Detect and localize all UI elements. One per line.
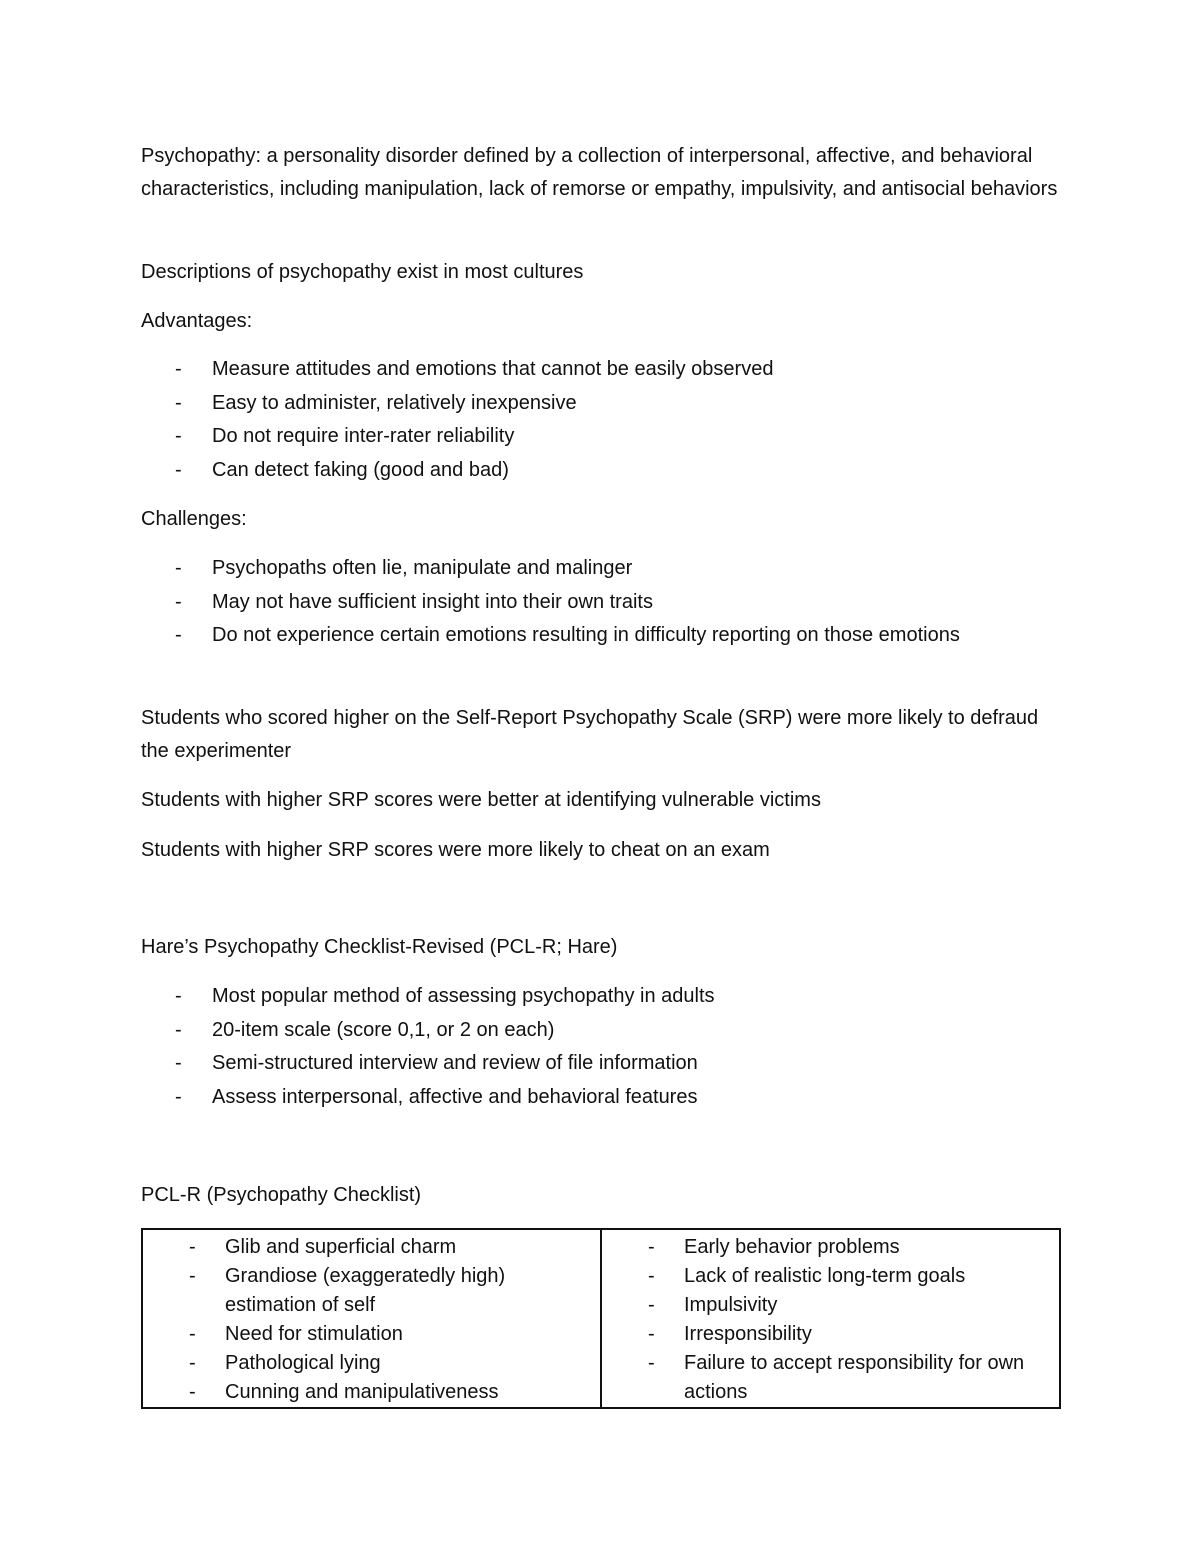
definition-paragraph: Psychopathy: a personality disorder defined by a collection of interpersonal, affective, and behavioral characteristics, including manipulation, lack of remorse or empathy, impulsivity, and antisocial behaviors: [141, 145, 1058, 200]
list-item: - Grandiose (exaggeratedly high) estimation of self: [143, 1262, 600, 1320]
dash-bullet: -: [648, 1294, 655, 1316]
list-item: - Lack of realistic long-term goals: [602, 1262, 1059, 1291]
challenges-list: [141, 552, 991, 653]
dash-bullet: -: [175, 624, 182, 646]
pclr-heading: Hare’s Psychopathy Checklist-Revised (PCL-R; Hare): [141, 936, 618, 958]
list-item: - Need for stimulation: [143, 1320, 600, 1349]
advantages-list: [141, 353, 1041, 487]
finding-paragraph-2: Students with higher SRP scores were better at identifying vulnerable victims: [141, 789, 821, 811]
table-row: [142, 1229, 1060, 1408]
list-item: - 20-item scale (score 0,1, or 2 on each): [141, 1014, 1041, 1048]
dash-bullet: -: [648, 1236, 655, 1258]
dash-bullet: -: [189, 1236, 196, 1258]
dash-bullet: -: [175, 1018, 182, 1041]
dash-bullet: -: [175, 458, 182, 481]
list-item: - Do not require inter-rater reliability: [141, 420, 1041, 454]
list-item: - Irresponsibility: [602, 1320, 1059, 1349]
checklist-heading: PCL-R (Psychopathy Checklist): [141, 1184, 422, 1206]
advantages-heading: Advantages:: [141, 310, 253, 332]
list-item: - Early behavior problems: [602, 1233, 1059, 1262]
checklist-right-list: [602, 1233, 1059, 1407]
dash-bullet: -: [189, 1323, 196, 1345]
checklist-left-cell: [142, 1229, 601, 1408]
challenges-heading: Challenges:: [141, 508, 247, 530]
finding-paragraph-3: Students with higher SRP scores were more likely to cheat on an exam: [141, 839, 770, 861]
dash-bullet: -: [175, 1085, 182, 1108]
list-item: - Impulsivity: [602, 1291, 1059, 1320]
checklist-right-cell: [601, 1229, 1060, 1408]
dash-bullet: -: [175, 358, 182, 380]
list-item: - Psychopaths often lie, manipulate and malinger: [141, 552, 991, 586]
checklist-table: [141, 1228, 1061, 1409]
dash-bullet: -: [175, 425, 182, 447]
dash-bullet: -: [189, 1265, 196, 1287]
checklist-left-list: [143, 1233, 600, 1407]
dash-bullet: -: [175, 590, 182, 613]
list-item: - Glib and superficial charm: [143, 1233, 600, 1262]
list-item: - Assess interpersonal, affective and behavioral features: [141, 1081, 1041, 1115]
list-item: - Easy to administer, relatively inexpensive: [141, 387, 1041, 421]
list-item: - May not have sufficient insight into their own traits: [141, 586, 991, 620]
dash-bullet: -: [648, 1323, 655, 1345]
list-item: - Cunning and manipulativeness: [143, 1378, 600, 1407]
dash-bullet: -: [175, 557, 182, 579]
pclr-list: [141, 980, 1041, 1114]
list-item: - Pathological lying: [143, 1349, 600, 1378]
dash-bullet: -: [648, 1352, 655, 1374]
list-item: - Most popular method of assessing psychopathy in adults: [141, 980, 1041, 1014]
dash-bullet: -: [175, 1052, 182, 1074]
list-item: - Semi-structured interview and review of file information: [141, 1047, 1041, 1081]
finding-paragraph-1: Students who scored higher on the Self-Report Psychopathy Scale (SRP) were more likely to defraud the experimenter: [141, 707, 1039, 762]
list-item: - Can detect faking (good and bad): [141, 454, 1041, 488]
dash-bullet: -: [175, 391, 182, 414]
list-item: - Measure attitudes and emotions that cannot be easily observed: [141, 353, 1041, 387]
cultures-paragraph: Descriptions of psychopathy exist in most cultures: [141, 261, 584, 283]
list-item: - Failure to accept responsibility for own actions: [602, 1349, 1059, 1407]
list-item: - Do not experience certain emotions resulting in difficulty reporting on those emotions: [141, 619, 991, 653]
dash-bullet: -: [189, 1352, 196, 1374]
dash-bullet: -: [648, 1265, 655, 1287]
dash-bullet: -: [175, 985, 182, 1007]
dash-bullet: -: [189, 1381, 196, 1403]
